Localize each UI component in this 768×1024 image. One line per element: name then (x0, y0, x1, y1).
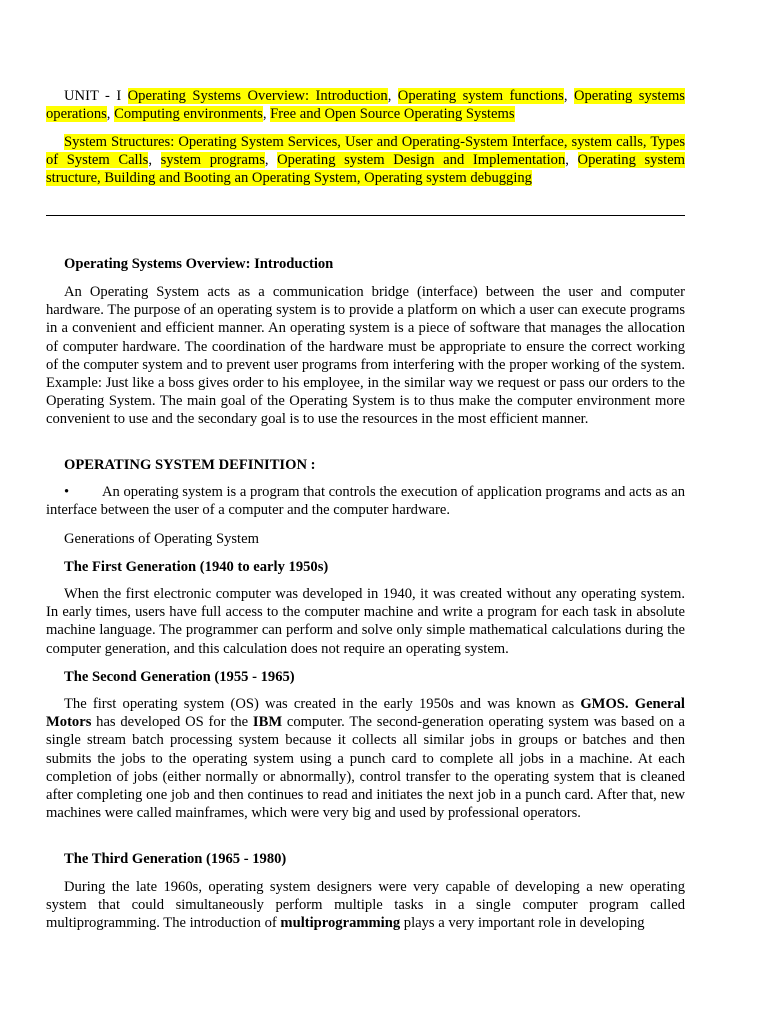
structures-topic-4: Operating system structure, Building and Booting an Operating System, Operating system debugging (46, 152, 686, 187)
first-gen-paragraph: When the first electronic computer was developed in 1940, it was created without any operating system. In early times, users have full access to the computer machine and write a program for each task in absolute machine language. The programmer can perform and solve only simple mathematical calculations during the computer generation, and this calculation does not require an operating system. (46, 586, 685, 657)
intro-heading: Operating Systems Overview: Introduction (64, 256, 334, 272)
bullet-icon: • (64, 484, 70, 500)
intro-paragraph: An Operating System acts as a communication bridge (interface) between the user and computer hardware. The purpose of an operating system is to provide a platform on which a user can execute programs in a convenient and efficient manner. An operating system is a piece of software that manages the allocation of computer hardware. The coordination of the hardware must be appropriate to ensure the correct working of the computer system and to prevent user programs from interfering with the proper working of the system. Example: Just like a boss gives order to his employee, in the similar way we request or pass our orders to the Operating System. The main goal of the Operating System is to thus make the computer environment more convenient to use and the secondary goal is to use the resources in the most efficient manner. (46, 284, 685, 428)
multiprogramming-bold: multiprogramming (280, 915, 401, 932)
structures-topics: System Structures: Operating System Services, User and Operating-System Interface, system calls, Types of System Calls, system programs, Operating system Design and Implementation, Operating system structure, Building and Booting an Operating System, Operating system debugging (46, 134, 686, 187)
definition-heading: OPERATING SYSTEM DEFINITION : (64, 457, 316, 473)
structures-topic-2: system programs (160, 152, 265, 169)
unit-label: UNIT - I (64, 88, 128, 104)
unit-topic-2: Operating system functions (397, 88, 564, 104)
unit-topic-3: Operating systems operations (46, 88, 685, 123)
generations-title: Generations of Operating System (64, 531, 259, 547)
horizontal-divider (46, 215, 685, 216)
unit-topics: UNIT - I Operating Systems Overview: Introduction, Operating system functions, Operating systems operations, Computing environments, Free and Open Source Operating Systems (46, 88, 685, 123)
definition-item (46, 483, 685, 519)
unit-topic-4: Computing environments (114, 106, 263, 123)
third-gen-heading: The Third Generation (1965 - 1980) (64, 851, 287, 867)
definition-text: An operating system is a program that controls the execution of application programs and acts as an interface between the user of a computer and the computer hardware. (46, 484, 685, 519)
third-gen-paragraph: During the late 1960s, operating system designers were very capable of developing a new operating system that could simultaneously perform multiple tasks in a single computer program called multiprogramming. The introduction of multiprogramming plays a very important role in developing (46, 879, 685, 932)
structures-topic-1: System Structures: Operating System Services, User and Operating-System Interface, system calls, Types of System Calls (46, 134, 685, 169)
ibm-bold: IBM (252, 714, 283, 731)
structures-topic-3: Operating system Design and Implementation (277, 152, 566, 169)
unit-topic-1: Operating Systems Overview: Introduction (127, 88, 388, 104)
second-gen-heading: The Second Generation (1955 - 1965) (64, 669, 295, 685)
second-gen-paragraph: The first operating system (OS) was created in the early 1950s and was known as GMOS. General Motors has developed OS for the IBM computer. The second-generation operating system was based on a single stream batch processing system because it collects all similar jobs in groups or batches and then submits the jobs to the operating system using a punch card to complete all jobs in a machine. At each completion of jobs (either normally or abnormally), control transfer to the operating system that is cleaned after completing one job and then continues to read and initiates the next job in a punch card. After that, new machines were called mainframes, which were very big and used by professional operators. (46, 696, 685, 822)
unit-topic-5: Free and Open Source Operating Systems (270, 106, 515, 123)
first-gen-heading: The First Generation (1940 to early 1950s) (64, 559, 329, 575)
gmos-bold: GMOS. General Motors (46, 696, 685, 731)
